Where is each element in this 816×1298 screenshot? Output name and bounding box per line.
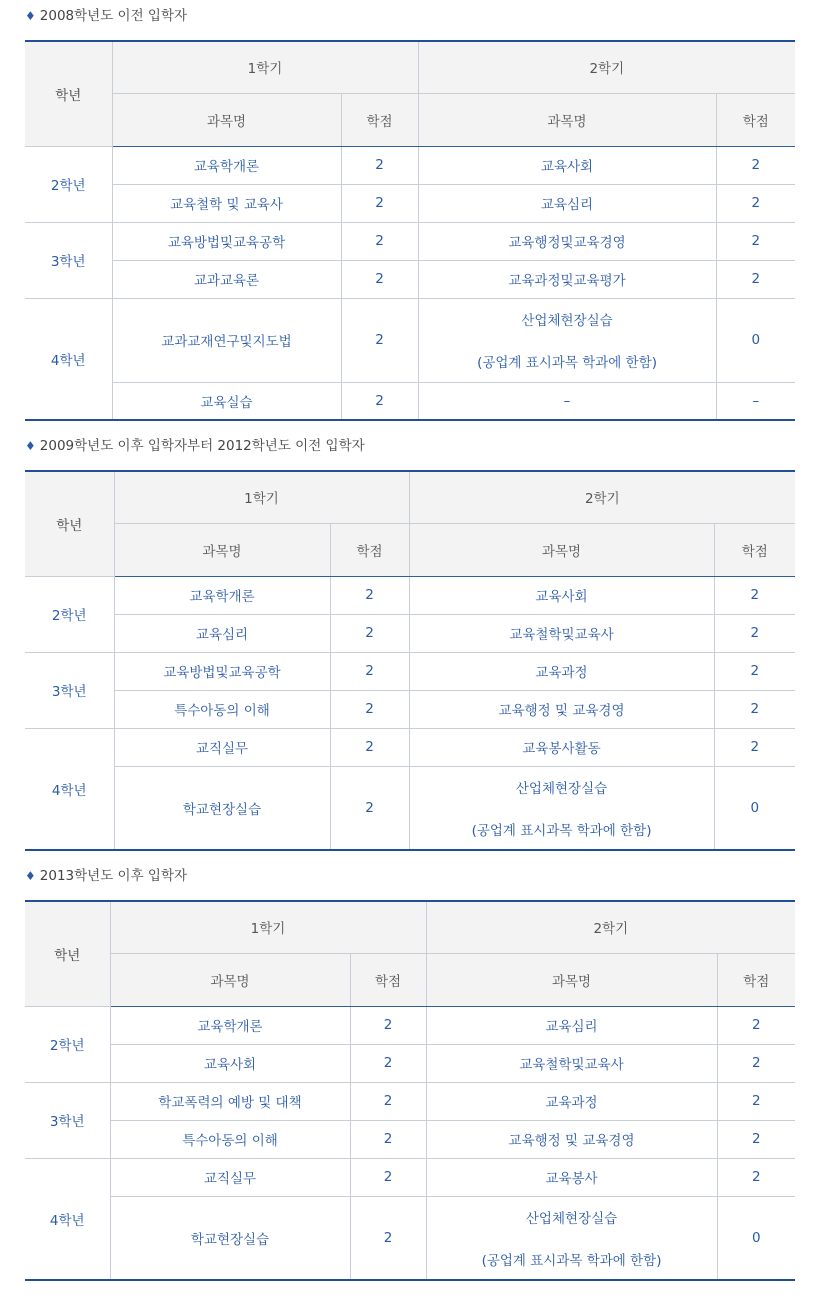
credit-cell: 2 bbox=[717, 1082, 795, 1120]
credit-cell: 2 bbox=[341, 382, 418, 420]
table-row bbox=[25, 1196, 795, 1280]
header-subject: 과목명 bbox=[409, 523, 714, 576]
subject-cell: 교육학개론 bbox=[114, 576, 330, 614]
diamond-bullet-icon: ♦ bbox=[25, 439, 36, 453]
table-row bbox=[25, 652, 795, 690]
credit-cell: 2 bbox=[716, 222, 795, 260]
subject-cell: 교육심리 bbox=[426, 1006, 717, 1044]
credit-cell: 0 bbox=[717, 1196, 795, 1280]
table-row bbox=[25, 222, 795, 260]
subject-cell: 교육사회 bbox=[409, 576, 714, 614]
header-credit: 학점 bbox=[330, 523, 409, 576]
year-cell: 4학년 bbox=[25, 298, 112, 420]
subject-cell: 교육행정및교육경영 bbox=[418, 222, 716, 260]
subject-text: 산업체현장실습 bbox=[521, 313, 613, 329]
table-row bbox=[25, 1044, 795, 1082]
table-row bbox=[25, 614, 795, 652]
credit-cell: 2 bbox=[341, 260, 418, 298]
credit-cell: 2 bbox=[341, 298, 418, 382]
subject-cell: 교과교재연구및지도법 bbox=[112, 298, 341, 382]
credit-cell: 2 bbox=[330, 766, 409, 850]
credit-cell: 0 bbox=[714, 766, 795, 850]
section-heading: ♦ 2013학년도 이후 입학자 bbox=[25, 868, 188, 884]
header-subject: 과목명 bbox=[110, 953, 350, 1006]
subject-cell: 교육심리 bbox=[418, 184, 716, 222]
subject-cell: 교육과정 bbox=[426, 1082, 717, 1120]
table-row bbox=[25, 382, 795, 420]
table-row bbox=[25, 260, 795, 298]
subject-cell: 학교현장실습 bbox=[110, 1196, 350, 1280]
table-row bbox=[25, 766, 795, 850]
subject-cell: 교육철학및교육사 bbox=[409, 614, 714, 652]
header-semester-2: 2학기 bbox=[426, 901, 795, 953]
header-semester-2: 2학기 bbox=[409, 471, 795, 523]
subject-cell: 교육철학및교육사 bbox=[426, 1044, 717, 1082]
table-row bbox=[25, 1120, 795, 1158]
table-row bbox=[25, 690, 795, 728]
header-year: 학년 bbox=[25, 471, 114, 576]
credit-cell: 2 bbox=[714, 728, 795, 766]
credit-cell: 2 bbox=[716, 260, 795, 298]
subject-cell: 교육학개론 bbox=[110, 1006, 350, 1044]
credit-cell: 2 bbox=[350, 1082, 426, 1120]
year-cell: 2학년 bbox=[25, 146, 112, 222]
header-credit: 학점 bbox=[717, 953, 795, 1006]
credit-cell: 2 bbox=[341, 146, 418, 184]
section-heading: ♦ 2009학년도 이후 입학자부터 2012학년도 이전 입학자 bbox=[25, 438, 365, 454]
subject-cell: 특수아동의 이해 bbox=[110, 1120, 350, 1158]
diamond-bullet-icon: ♦ bbox=[25, 9, 36, 23]
curriculum-table bbox=[25, 40, 795, 421]
curriculum-table bbox=[25, 470, 795, 851]
subject-cell: 교육학개론 bbox=[112, 146, 341, 184]
subject-cell: 교육과정 bbox=[409, 652, 714, 690]
header-semester-2: 2학기 bbox=[418, 41, 795, 93]
header-year: 학년 bbox=[25, 901, 110, 1006]
header-subject: 과목명 bbox=[112, 93, 341, 146]
subject-cell bbox=[409, 766, 714, 850]
year-cell: 4학년 bbox=[25, 728, 114, 850]
subject-text: 산업체현장실습 bbox=[515, 780, 608, 797]
year-cell: 3학년 bbox=[25, 1082, 110, 1158]
credit-cell: 2 bbox=[350, 1006, 426, 1044]
year-cell: 3학년 bbox=[25, 222, 112, 298]
year-cell: 2학년 bbox=[25, 1006, 110, 1082]
subject-note: (공업계 표시과목 학과에 한함) bbox=[481, 1252, 662, 1269]
subject-cell: 특수아동의 이해 bbox=[114, 690, 330, 728]
subject-cell: 교육행정 및 교육경영 bbox=[426, 1120, 717, 1158]
credit-cell: 2 bbox=[717, 1006, 795, 1044]
credit-cell: 2 bbox=[714, 690, 795, 728]
credit-cell: 2 bbox=[350, 1044, 426, 1082]
subject-cell: 교육사회 bbox=[110, 1044, 350, 1082]
table-row bbox=[25, 146, 795, 184]
credit-cell: 2 bbox=[330, 614, 409, 652]
credit-cell: 2 bbox=[341, 222, 418, 260]
header-subject: 과목명 bbox=[418, 93, 716, 146]
credit-cell: 2 bbox=[330, 728, 409, 766]
credit-cell: – bbox=[716, 382, 795, 420]
subject-cell: 교직실무 bbox=[114, 728, 330, 766]
credit-cell: 2 bbox=[714, 576, 795, 614]
subject-cell: 교육방법및교육공학 bbox=[112, 222, 341, 260]
subject-cell bbox=[426, 1196, 717, 1280]
section-heading: ♦ 2008학년도 이전 입학자 bbox=[25, 8, 188, 24]
subject-note: (공업계 표시과목 학과에 한함) bbox=[471, 822, 652, 839]
year-cell: 3학년 bbox=[25, 652, 114, 728]
subject-cell: 학교현장실습 bbox=[114, 766, 330, 850]
table-row bbox=[25, 184, 795, 222]
header-subject: 과목명 bbox=[114, 523, 330, 576]
credit-cell: 0 bbox=[716, 298, 795, 382]
credit-cell: 2 bbox=[716, 184, 795, 222]
subject-cell: 교육봉사활동 bbox=[409, 728, 714, 766]
subject-cell: 교직실무 bbox=[110, 1158, 350, 1196]
subject-cell: 교육과정및교육평가 bbox=[418, 260, 716, 298]
year-cell: 2학년 bbox=[25, 576, 114, 652]
credit-cell: 2 bbox=[341, 184, 418, 222]
header-credit: 학점 bbox=[714, 523, 795, 576]
credit-cell: 2 bbox=[716, 146, 795, 184]
header-semester-1: 1학기 bbox=[114, 471, 409, 523]
table-row bbox=[25, 1158, 795, 1196]
subject-cell: 교육실습 bbox=[112, 382, 341, 420]
header-credit: 학점 bbox=[350, 953, 426, 1006]
subject-cell: 교육철학 및 교육사 bbox=[112, 184, 341, 222]
subject-cell: 교육심리 bbox=[114, 614, 330, 652]
subject-cell: 학교폭력의 예방 및 대책 bbox=[110, 1082, 350, 1120]
header-semester-1: 1학기 bbox=[110, 901, 426, 953]
subject-cell: – bbox=[418, 382, 716, 420]
subject-cell: 교과교육론 bbox=[112, 260, 341, 298]
credit-cell: 2 bbox=[350, 1158, 426, 1196]
credit-cell: 2 bbox=[717, 1120, 795, 1158]
credit-cell: 2 bbox=[717, 1044, 795, 1082]
header-subject: 과목명 bbox=[426, 953, 717, 1006]
diamond-bullet-icon: ♦ bbox=[25, 869, 36, 883]
table-row bbox=[25, 576, 795, 614]
credit-cell: 2 bbox=[330, 690, 409, 728]
table-row bbox=[25, 298, 795, 382]
subject-text: 산업체현장실습 bbox=[525, 1210, 618, 1227]
header-credit: 학점 bbox=[716, 93, 795, 146]
header-credit: 학점 bbox=[341, 93, 418, 146]
credit-cell: 2 bbox=[714, 652, 795, 690]
subject-cell: 교육봉사 bbox=[426, 1158, 717, 1196]
credit-cell: 2 bbox=[714, 614, 795, 652]
subject-cell bbox=[418, 298, 716, 382]
credit-cell: 2 bbox=[717, 1158, 795, 1196]
curriculum-table bbox=[25, 900, 795, 1281]
subject-cell: 교육사회 bbox=[418, 146, 716, 184]
header-semester-1: 1학기 bbox=[112, 41, 418, 93]
credit-cell: 2 bbox=[330, 652, 409, 690]
subject-note: (공업계 표시과목 학과에 한함) bbox=[477, 355, 657, 371]
credit-cell: 2 bbox=[350, 1120, 426, 1158]
credit-cell: 2 bbox=[330, 576, 409, 614]
subject-cell: 교육방법및교육공학 bbox=[114, 652, 330, 690]
subject-cell: 교육행정 및 교육경영 bbox=[409, 690, 714, 728]
table-row bbox=[25, 728, 795, 766]
year-cell: 4학년 bbox=[25, 1158, 110, 1280]
header-year: 학년 bbox=[25, 41, 112, 146]
table-row bbox=[25, 1082, 795, 1120]
credit-cell: 2 bbox=[350, 1196, 426, 1280]
table-row bbox=[25, 1006, 795, 1044]
